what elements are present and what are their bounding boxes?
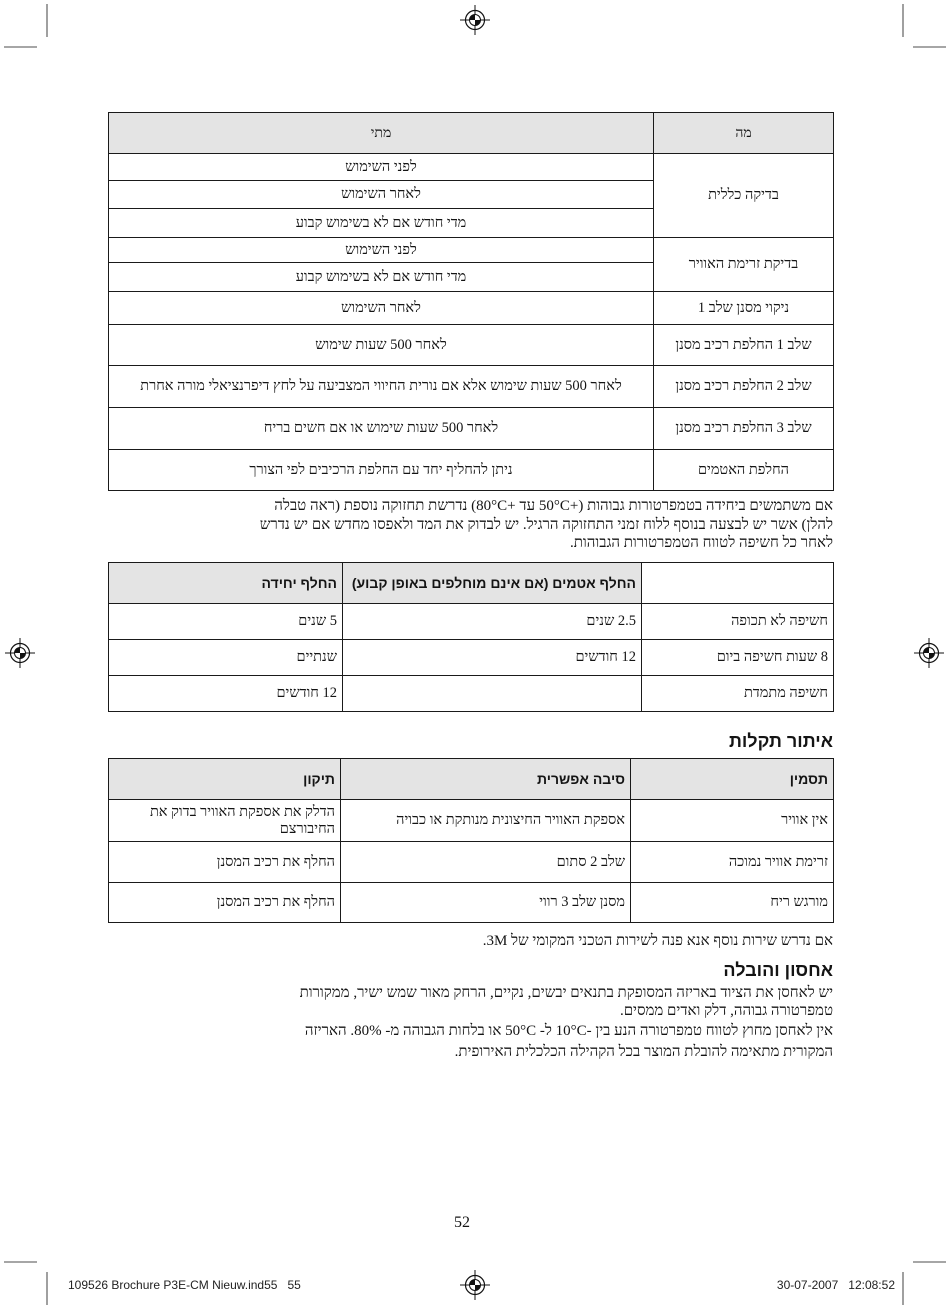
replace-unit-cell: 12 חודשים [109, 676, 343, 712]
fix-cell: החלף את רכיב המסנן [109, 842, 341, 883]
task-cell: בדיקת זרימת האוויר [654, 238, 834, 292]
slug-file-name: 109526 Brochure P3E-CM Nieuw.ind55 55 [68, 1278, 301, 1292]
table-row [109, 154, 834, 181]
header-replace-unit: החלף יחידה [109, 563, 343, 604]
when-cell: ניתן להחליף יחד עם החלפת הרכיבים לפי הצורך [109, 450, 654, 491]
table-row [109, 325, 834, 366]
storage-line: טמפרטורה גבוהה, דלק ואדים ממסים. [619, 1003, 833, 1019]
when-cell: מדי חודש אם לא בשימוש קבוע [109, 209, 654, 238]
table-header-row [109, 759, 834, 800]
replace-seals-cell-empty [343, 676, 642, 712]
table-row [109, 366, 834, 408]
when-cell: לאחר 500 שעות שימוש אלא אם נורית החיווי המצביעה על לחץ דיפרנציאלי מורה אחרת [109, 366, 654, 408]
when-cell: לאחר 500 שעות שימוש או אם חשים בריח [109, 408, 654, 450]
task-cell: החלפת האטמים [654, 450, 834, 491]
when-cell: לאחר 500 שעות שימוש [109, 325, 654, 366]
maintenance-schedule-table [108, 112, 834, 491]
replace-unit-cell: 5 שנים [109, 604, 343, 640]
header-what: מה [654, 113, 834, 154]
table-row [109, 408, 834, 450]
table-row [109, 800, 834, 842]
exposure-cell: חשיפה לא תכופה [642, 604, 834, 640]
storage-heading: אחסון והובלה [723, 960, 833, 980]
table-row [109, 676, 834, 712]
storage-line: אין לאחסן מחוץ לטווח טמפרטורה הנע בין -10°C ל- 50°C או בלחות הגבוהה מ- 80%. האריזה [304, 1023, 833, 1039]
high-temp-note-line: להלן) אשר יש לבצעה בנוסף ללוח זמני התחזוקה הרגיל. יש לבדוק את המד ולאפסו מחדש אם יש נדרש [259, 516, 833, 533]
troubleshooting-heading: איתור תקלות [728, 731, 833, 751]
header-cause: סיבה אפשרית [341, 759, 631, 800]
task-cell: שלב 3 החלפת רכיב מסנן [654, 408, 834, 450]
troubleshooting-table [108, 758, 834, 923]
when-cell: לאחר השימוש [109, 292, 654, 325]
registration-mark-top [460, 5, 490, 35]
when-cell: לאחר השימוש [109, 181, 654, 209]
table-row [109, 292, 834, 325]
table-header-row [109, 113, 834, 154]
table-row [109, 640, 834, 676]
cause-cell: מסנן שלב 3 רווי [341, 883, 631, 923]
high-temp-note-line: לאחר כל חשיפה לטווח הטמפרטורות הגבוהות. [570, 535, 833, 551]
exposure-replacement-table [108, 562, 834, 712]
service-note: אם נדרש שירות נוסף אנא פנה לשירות הטכני המקומי של 3M. [482, 933, 833, 949]
table-row [109, 883, 834, 923]
fix-cell: הדלק את אספקת האוויר בדוק את החיבורצם [109, 800, 341, 842]
when-cell: לפני השימוש [109, 154, 654, 181]
table-header-row [109, 563, 834, 604]
header-fix: תיקון [109, 759, 341, 800]
replace-seals-cell: 12 חודשים [343, 640, 642, 676]
exposure-cell: 8 שעות חשיפה ביום [642, 640, 834, 676]
page-number: 52 [454, 1214, 470, 1231]
table-row [109, 450, 834, 491]
when-cell: מדי חודש אם לא בשימוש קבוע [109, 263, 654, 292]
registration-mark-right [914, 638, 944, 668]
when-cell: לפני השימוש [109, 238, 654, 263]
symptom-cell: זרימת אוויר נמוכה [631, 842, 834, 883]
task-cell: שלב 2 החלפת רכיב מסנן [654, 366, 834, 408]
table-row [109, 604, 834, 640]
header-symptom: תסמין [631, 759, 834, 800]
symptom-cell: אין אוויר [631, 800, 834, 842]
replace-unit-cell: שנתיים [109, 640, 343, 676]
registration-mark-left [5, 638, 35, 668]
fix-cell: החלף את רכיב המסנן [109, 883, 341, 923]
replace-seals-cell: 2.5 שנים [343, 604, 642, 640]
registration-mark-bottom [460, 1270, 490, 1300]
table-row [109, 238, 834, 263]
header-replace-seals: החלף אטמים (אם אינם מוחלפים באופן קבוע) [343, 563, 642, 604]
task-cell: שלב 1 החלפת רכיב מסנן [654, 325, 834, 366]
symptom-cell: מורגש ריח [631, 883, 834, 923]
storage-line: יש לאחסן את הציוד באריזה המסופקת בתנאים יבשים, נקיים, הרחק מאור שמש ישיר, ממקורות [299, 985, 833, 1001]
cause-cell: שלב 2 סתום [341, 842, 631, 883]
table-row [109, 842, 834, 883]
header-when: מתי [109, 113, 654, 154]
task-cell: ניקוי מסנן שלב 1 [654, 292, 834, 325]
high-temp-note-line: אם משתמשים ביחידה בטמפרטורות גבוהות (+50°C עד +80°C) נדרשת תחזוקה נוספת (ראה טבלה [274, 498, 833, 514]
task-cell: בדיקה כללית [654, 154, 834, 238]
storage-line: המקורית מתאימה להובלת המוצר בכל הקהילה הכלכלית האירופית. [454, 1044, 833, 1060]
slug-timestamp: 30-07-2007 12:08:52 [776, 1278, 895, 1292]
exposure-cell: חשיפה מתמדת [642, 676, 834, 712]
cause-cell: אספקת האוויר החיצונית מנותקת או כבויה [341, 800, 631, 842]
header-exposure-empty [642, 563, 834, 604]
